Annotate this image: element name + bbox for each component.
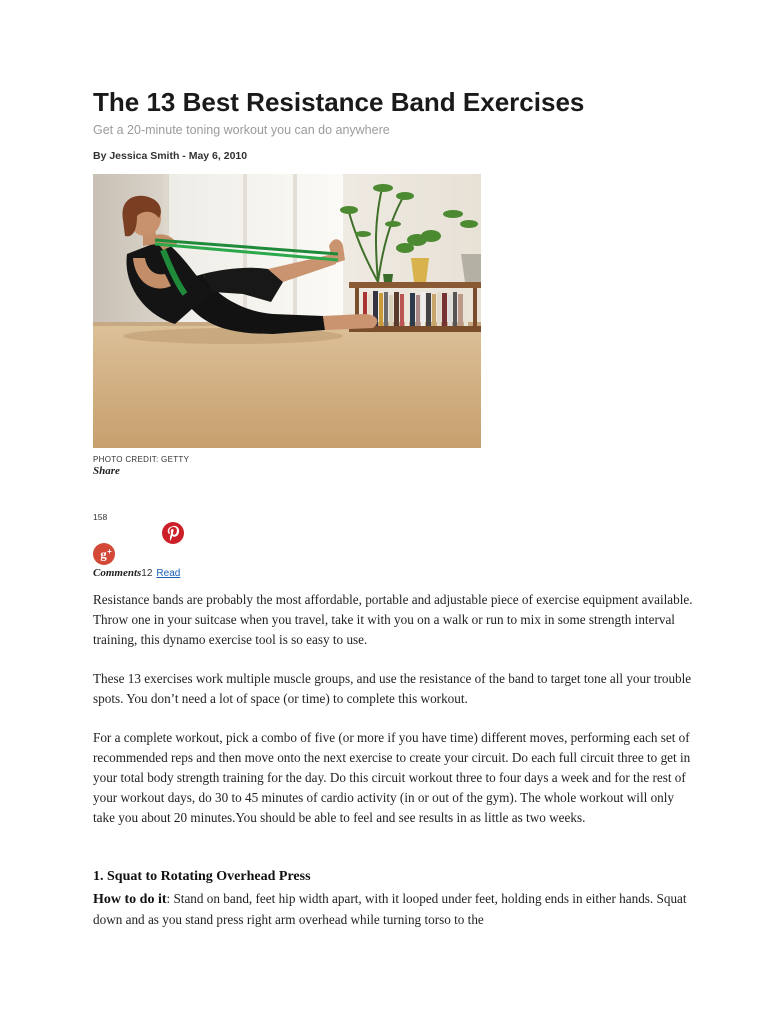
article-subtitle: Get a 20-minute toning workout you can do anywhere [93, 123, 390, 137]
read-comments-link[interactable]: Read [156, 568, 181, 579]
body-paragraph-1: Resistance bands are probably the most affordable, portable and adjustable piece of exercise equipment available. Throw one in your suitcase when you travel, take it with you on a walk or run to mix in some strength interval training, this dynamo exercise tool is so easy to use. [93, 592, 693, 647]
body-paragraph-3: For a complete workout, pick a combo of five (or more if you have time) different moves, performing each set of recommended reps and then move onto the next exercise to create your circuit. Do each full circuit three to get in your total body strength training for the day. Do this circuit workout three to four days a week and for the rest of your workout days, do 30 to 45 minutes of cardio activity (in or out of the gym). The whole workout will only take you about 20 minutes.You should be able to feel and see results in as little as two weeks. [93, 730, 691, 825]
comments-row [93, 563, 180, 581]
share-count: 158 [93, 512, 108, 522]
exercise-1-heading: 1. Squat to Rotating Overhead Press [93, 869, 311, 884]
google-plus-icon[interactable] [93, 543, 115, 565]
share-label[interactable]: Share [93, 465, 120, 477]
comments-count: 12 [141, 568, 153, 579]
svg-text:g: g [100, 546, 107, 562]
comments-label: Comments [93, 567, 142, 579]
how-to-label: How to do it [93, 892, 167, 907]
article-title: The 13 Best Resistance Band Exercises [93, 87, 585, 117]
how-to-text: : Stand on band, feet hip width apart, with it looped under feet, holding ends in either hands. Squat down and as you stand press right arm overhead while turning torso to the [93, 891, 687, 927]
photo-credit: PHOTO CREDIT: GETTY [93, 455, 190, 464]
body-paragraph-2: These 13 exercises work multiple muscle groups, and use the resistance of the band to target tone all your trouble spots. You don’t need a lot of space (or time) to complete this workout. [93, 671, 692, 706]
article-byline: By Jessica Smith - May 6, 2010 [93, 150, 248, 162]
pinterest-icon[interactable] [162, 522, 184, 544]
svg-text:+: + [107, 547, 112, 556]
exercise-1-instructions [93, 889, 693, 930]
hero-photo [93, 174, 481, 448]
